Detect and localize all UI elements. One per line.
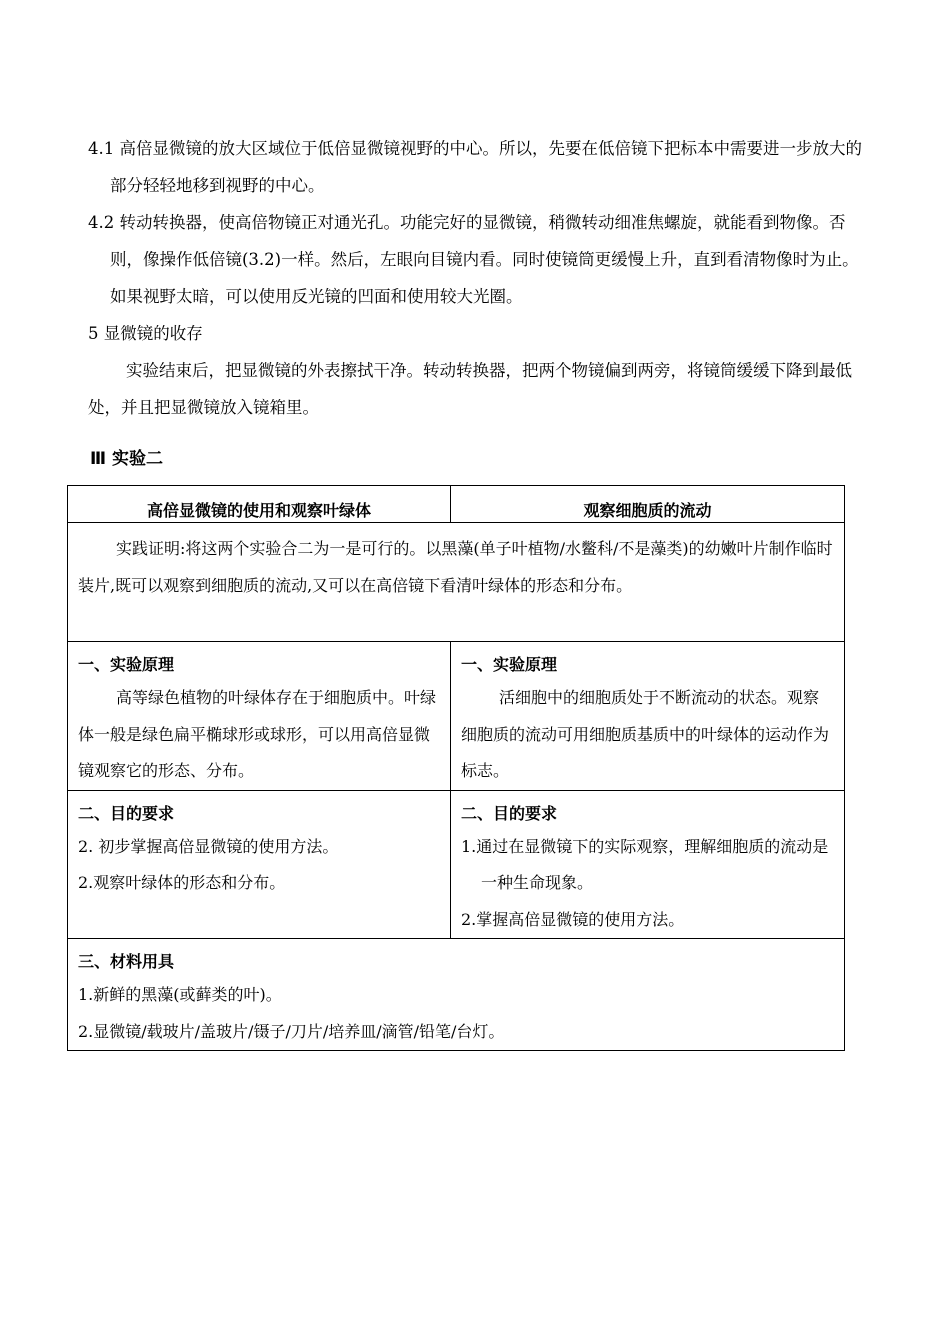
left-principle-cell xyxy=(68,642,451,791)
left-goal-item-2: 2.观察叶绿体的形态和分布。 xyxy=(78,873,286,892)
left-goal-cell xyxy=(68,790,451,939)
left-principle-body: 高等绿色植物的叶绿体存在于细胞质中。叶绿体一般是绿色扁平椭球形或球形，可以用高倍显微镜观察它的形态、分布。 xyxy=(78,688,437,780)
section-title-experiment-2: Ⅲ 实验二 xyxy=(90,449,163,469)
right-goal-cell xyxy=(451,790,845,939)
table-materials-row xyxy=(68,939,845,1051)
paragraph-5-body: 实验结束后，把显微镜的外表擦拭干净。转动转换器，把两个物镜偏到两旁，将镜筒缓缓下降到最低处，并且把显微镜放入镜箱里。 xyxy=(88,361,852,417)
header-left: 高倍显微镜的使用和观察叶绿体 xyxy=(68,486,451,523)
right-principle-title: 一、实验原理 xyxy=(461,655,558,674)
materials-cell xyxy=(68,939,845,1051)
materials-item-1: 1.新鲜的黑藻(或藓类的叶)。 xyxy=(78,985,282,1004)
materials-title: 三、材料用具 xyxy=(78,952,175,971)
table-intro-row xyxy=(68,523,845,642)
intro-text: 实践证明:将这两个实验合二为一是可行的。以黑藻(单子叶植物/水鳖科/不是藻类)的幼嫩叶片制作临时装片,既可以观察到细胞质的流动,又可以在高倍镜下看清叶绿体的形态和分布。 xyxy=(78,539,833,595)
right-goal-item-1: 1.通过在显微镜下的实际观察，理解细胞质的流动是一种生命现象。 xyxy=(461,836,829,892)
left-goal-title: 二、目的要求 xyxy=(78,803,175,823)
intro-cell xyxy=(68,523,845,642)
right-principle-cell xyxy=(451,642,845,791)
materials-item-2: 2.显微镜/载玻片/盖玻片/镊子/刀片/培养皿/滴管/铅笔/台灯。 xyxy=(78,1021,505,1041)
header-right: 观察细胞质的流动 xyxy=(451,486,845,523)
left-principle-title: 一、实验原理 xyxy=(78,655,175,674)
right-goal-title: 二、目的要求 xyxy=(461,803,558,823)
heading-5-storage: 5 显微镜的收存 xyxy=(88,324,203,343)
paragraph-4-2: 4.2 转动转换器，使高倍物镜正对通光孔。功能完好的显微镜，稍微转动细准焦螺旋，就能看到物像。否则，像操作低倍镜(3.2)一样。然后，左眼向目镜内看。同时使镜筒更缓慢上升，直到看清物像时为止。如果视野太暗，可以使用反光镜的凹面和使用较大光圈。 xyxy=(88,213,859,306)
experiment-table xyxy=(67,485,845,1051)
right-goal-item-2: 2.掌握高倍显微镜的使用方法。 xyxy=(461,909,685,929)
left-goal-item-1: 2. 初步掌握高倍显微镜的使用方法。 xyxy=(78,836,339,856)
paragraph-4-1: 4.1 高倍显微镜的放大区域位于低倍显微镜视野的中心。所以，先要在低倍镜下把标本中需要进一步放大的部分轻轻地移到视野的中心。 xyxy=(88,139,862,195)
right-principle-body: 活细胞中的细胞质处于不断流动的状态。观察细胞质的流动可用细胞质基质中的叶绿体的运动作为标志。 xyxy=(461,688,830,780)
table-principle-row xyxy=(68,642,845,791)
table-header-row xyxy=(68,486,845,523)
table-goal-row xyxy=(68,790,845,939)
